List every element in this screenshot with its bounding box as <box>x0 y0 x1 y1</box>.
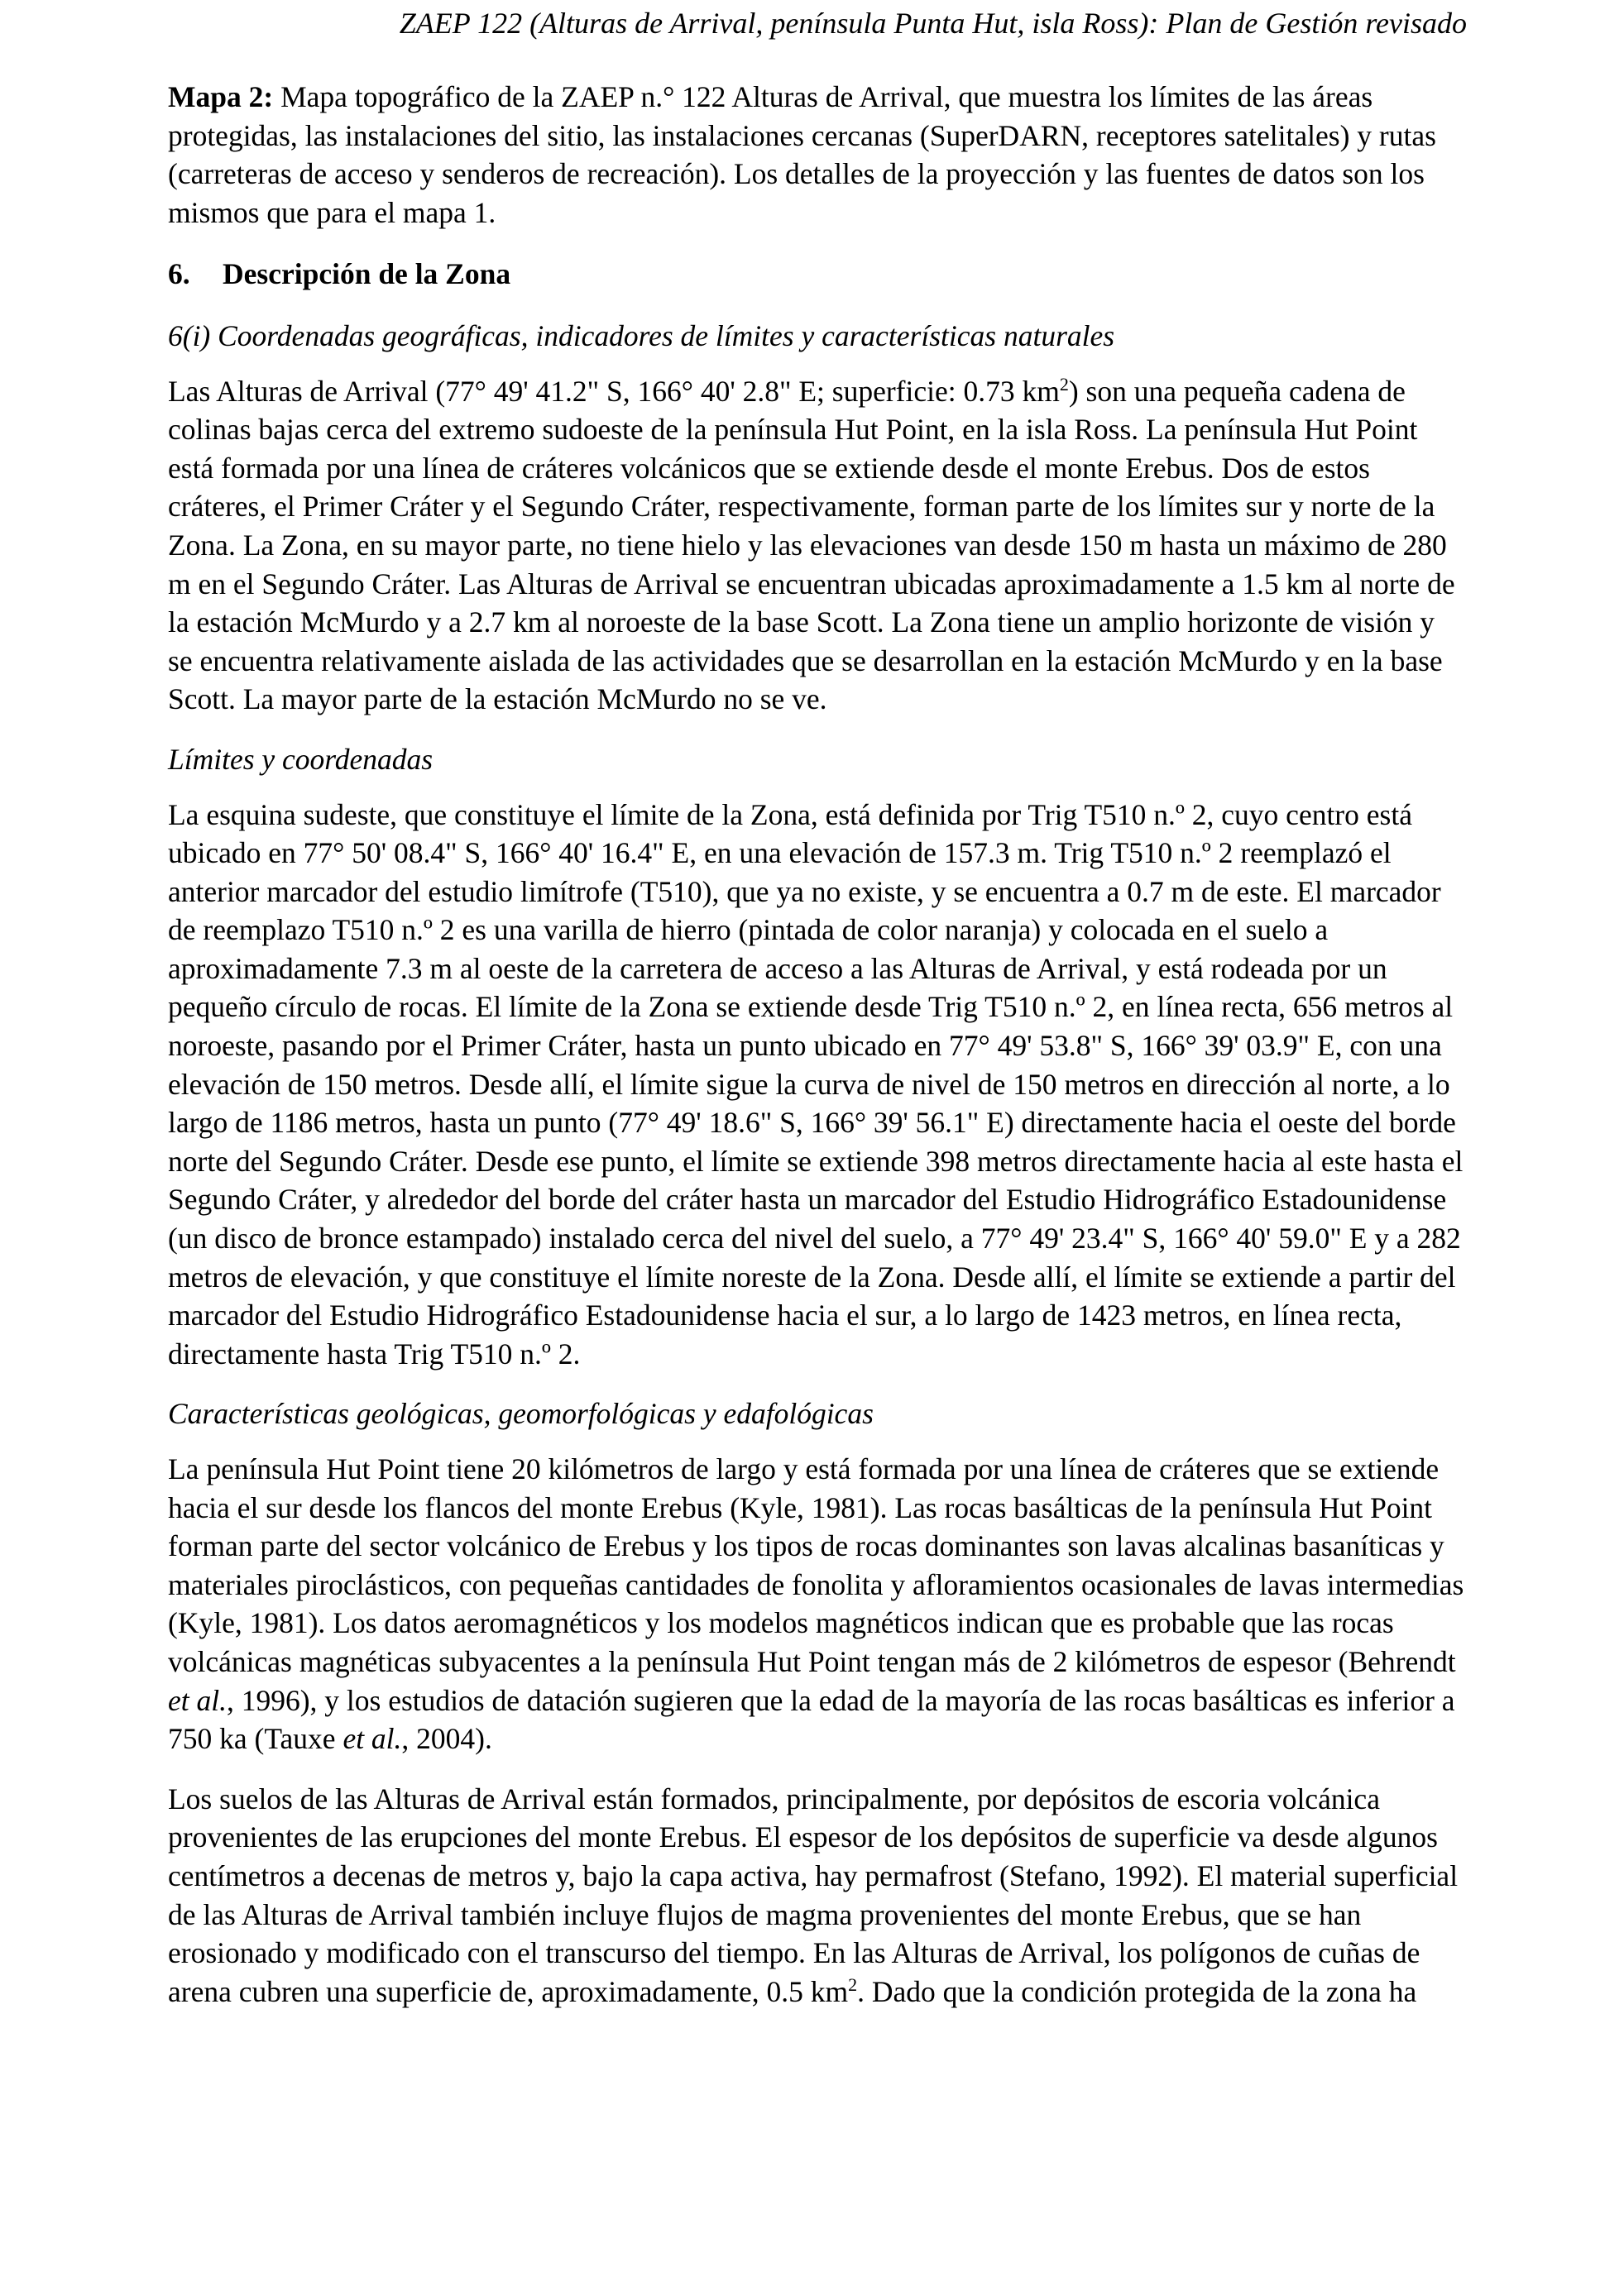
text-run: La península Hut Point tiene 20 kilómetros de largo y está formada por una línea de cráteres que se extiende hacia el sur desde los flancos del monte Erebus (Kyle, 1981). Las rocas basálticas de la península Hut Point forman parte del sector volcánico de Erebus y los tipos de rocas dominantes son lavas alcalinas basaníticas y materiales piroclásticos, con pequeñas cantidades de fonolita y afloramientos ocasionales de lavas intermedias (Kyle, 1981). Los datos aeromagnéticos y los modelos magnéticos indican que es probable que las rocas volcánicas magnéticas subyacentes a la península Hut Point tengan más de 2 kilómetros de espesor (Behrendt <box>168 1452 1464 1678</box>
section-number: 6. <box>168 257 190 291</box>
text-run: Los suelos de las Alturas de Arrival están formados, principalmente, por depósitos de escoria volcánica provenientes de las erupciones del monte Erebus. El espesor de los depósitos de superficie va desde algunos centímetros a decenas de metros y, bajo la capa activa, hay permafrost (Stefano, 1992). El material superficial de las Alturas de Arrival también incluye flujos de magma provenientes del monte Erebus, que se han erosionado y modificado con el transcurso del tiempo. En las Alturas de Arrival, los polígonos de cuñas de arena cubren una superficie de, aproximadamente, 0.5 km <box>168 1782 1459 2008</box>
italic-text: et al. <box>168 1683 227 1717</box>
section-title: Descripción de la Zona <box>223 257 511 291</box>
paragraph-geology-1 <box>168 1450 1465 1758</box>
superscript: 2 <box>1059 373 1069 395</box>
subsection-heading-limits: Límites y coordenadas <box>168 742 434 776</box>
subsection-heading-6i: 6(i) Coordenadas geográficas, indicadores de límites y características naturales <box>168 318 1115 352</box>
text-run: , 2004). <box>401 1722 492 1756</box>
subsection-heading-geology: Características geológicas, geomorfológicas y edafológicas <box>168 1397 874 1431</box>
paragraph-limits: La esquina sudeste, que constituye el límite de la Zona, está definida por Trig T510 n.º 2, cuyo centro está ubicado en 77° 50' 08.4" S, 166° 40' 16.4" E, en una elevación de 157.3 m. Trig T510 n.º 2 reemplazó el anterior marcador del estudio limítrofe (T510), que ya no existe, y se encuentra a 0.7 m de este. El marcador de reemplazo T510 n.º 2 es una varilla de hierro (pintada de color naranja) y colocada en el suelo a aproximadamente 7.3 m al oeste de la carretera de acceso a las Alturas de Arrival, y está rodeada por un pequeño círculo de rocas. El límite de la Zona se extiende desde Trig T510 n.º 2, en línea recta, 656 metros al noroeste, pasando por el Primer Cráter, hasta un punto ubicado en 77° 49' 53.8" S, 166° 39' 03.9" E, con una elevación de 150 metros. Desde allí, el límite sigue la curva de nivel de 150 metros en dirección al norte, a lo largo de 1186 metros, hasta un punto (77° 49' 18.6" S, 166° 39' 56.1" E) directamente hacia el oeste del borde norte del Segundo Cráter. Desde ese punto, el límite se extiende 398 metros directamente hacia al este hasta el Segundo Cráter, y alrededor del borde del cráter hasta un marcador del Estudio Hidrográfico Estadounidense (un disco de bronce estampado) instalado cerca del nivel del suelo, a 77° 49' 23.4" S, 166° 40' 59.0" E y a 282 metros de elevación, y que constituye el límite noreste de la Zona. Desde allí, el límite se extiende a partir del marcador del Estudio Hidrográfico Estadounidense hacia el sur, a lo largo de 1423 metros, en línea recta, directamente hasta Trig T510 n.º 2. <box>168 797 1464 1370</box>
text-run: , 1996), y los estudios de datación sugieren que la edad de la mayoría de las rocas basálticas es inferior a 750 ka (Tauxe <box>168 1683 1455 1756</box>
superscript: 2 <box>848 1973 858 1995</box>
map-caption-text: Mapa topográfico de la ZAEP n.° 122 Alturas de Arrival, que muestra los límites de las áreas protegidas, las instalaciones del sitio, las instalaciones cercanas (SuperDARN, receptores satelitales) y rutas (carreteras de acceso y senderos de recreación). Los detalles de la proyección y las fuentes de datos son los mismos que para el mapa 1. <box>168 80 1436 229</box>
text-run: . Dado que la condición protegida de la zona ha <box>857 1974 1417 2008</box>
document-body <box>168 78 1465 2011</box>
map-caption <box>168 78 1465 232</box>
paragraph-geology-2 <box>168 1780 1465 2011</box>
paragraph-area-description <box>168 372 1465 719</box>
map-caption-label: Mapa 2: <box>168 80 274 113</box>
italic-text: et al. <box>343 1722 402 1756</box>
text-run: ) son una pequeña cadena de colinas bajas cerca del extremo sudoeste de la península Hut Point, en la isla Ross. La península Hut Point está formada por una línea de cráteres volcánicos que se extiende desde el monte Erebus. Dos de estos cráteres, el Primer Cráter y el Segundo Cráter, respectivamente, forman parte de los límites sur y norte de la Zona. La Zona, en su mayor parte, no tiene hielo y las elevaciones van desde 150 m hasta un máximo de 280 m en el Segundo Cráter. Las Alturas de Arrival se encuentran ubicadas aproximadamente a 1.5 km al norte de la estación McMurdo y a 2.7 km al noroeste de la base Scott. La Zona tiene un amplio horizonte de visión y se encuentra relativamente aislada de las actividades que se desarrollan en la estación McMurdo y en la base Scott. La mayor parte de la estación McMurdo no se ve. <box>168 374 1455 716</box>
running-header: ZAEP 122 (Alturas de Arrival, península Punta Hut, isla Ross): Plan de Gestión revisado <box>399 7 1467 40</box>
section-heading <box>168 255 1465 294</box>
text-run: Las Alturas de Arrival (77° 49' 41.2" S, 166° 40' 2.8" E; superficie: 0.73 km <box>168 374 1060 408</box>
